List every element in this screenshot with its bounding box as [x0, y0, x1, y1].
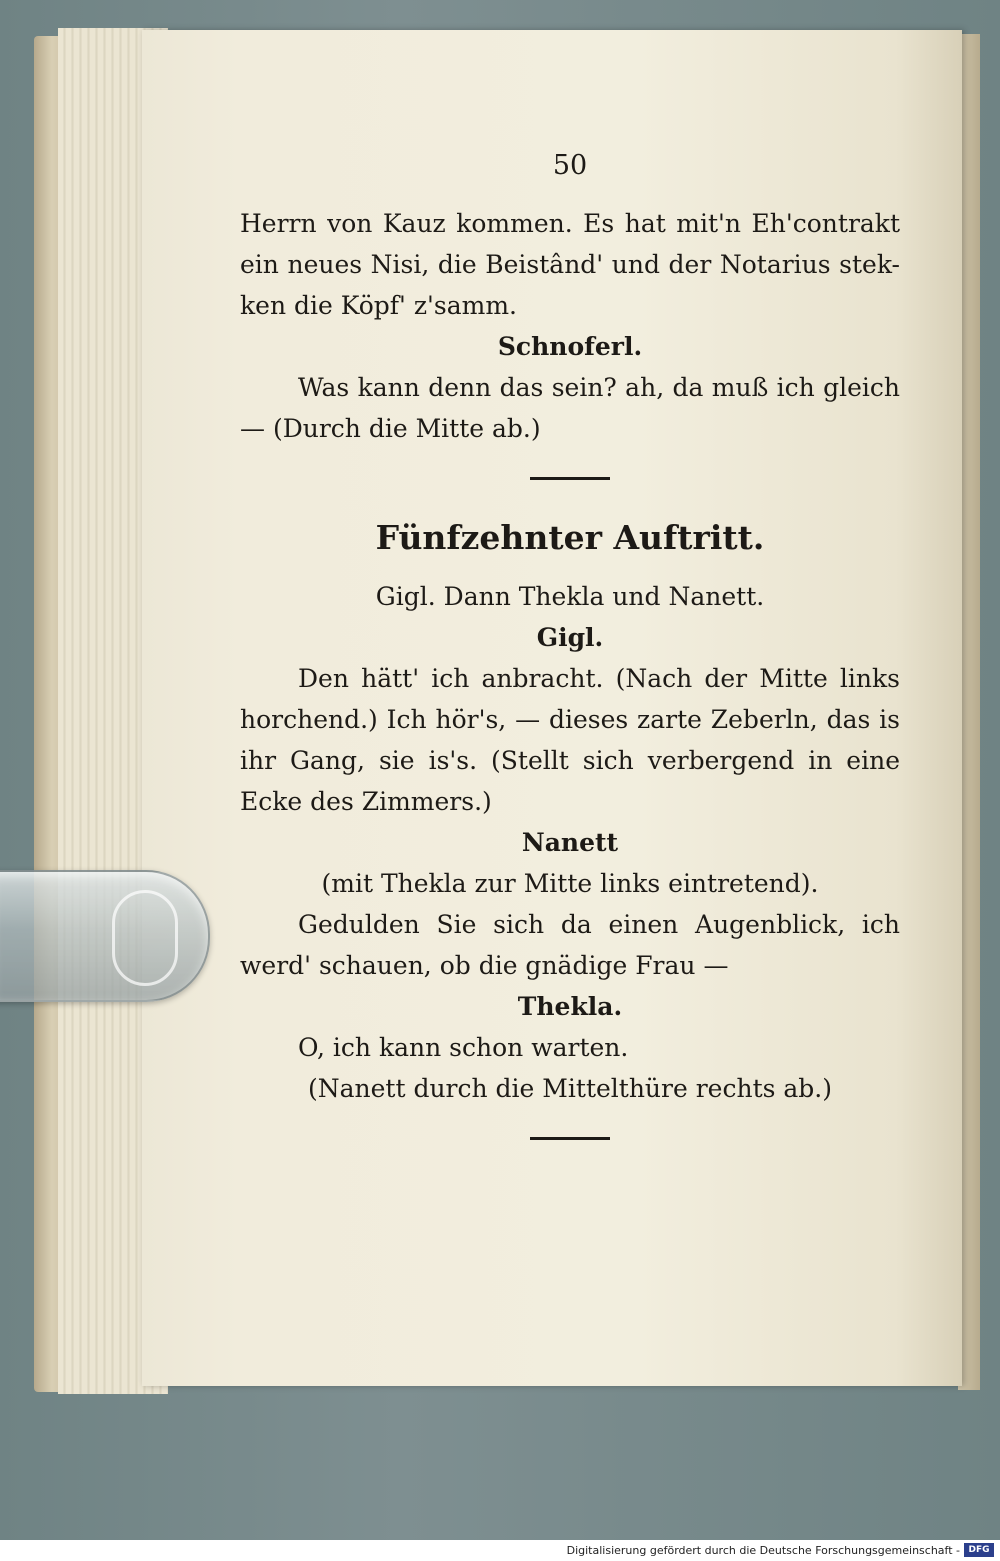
speaker-name: Gigl. — [536, 623, 604, 652]
stage-direction: (Nanett durch die Mittelthüre rechts ab.) — [307, 1074, 832, 1103]
page-holder-clip — [0, 870, 210, 1002]
page-text — [240, 150, 900, 1176]
paragraph: Herrn von Kauz kommen. Es hat mit'n Eh'contrakt ein neues Nisi, die Beistând' und der Notarius stek-ken die Köpf' z'samm. — [240, 209, 900, 320]
page-number: 50 — [552, 150, 588, 181]
scene-persons: Gigl. Dann Thekla und Nanett. — [375, 582, 765, 611]
stage-direction: (mit Thekla zur Mitte links eintretend). — [321, 869, 819, 898]
paragraph: Den hätt' ich anbracht. (Nach der Mitte links horchend.) Ich hör's, — dieses zarte Zeberln, das is ihr Gang, sie is's. (Stellt sich verbergend in eine Ecke des Zimmers.) — [240, 664, 900, 816]
section-rule — [530, 1137, 610, 1140]
section-rule — [530, 477, 610, 480]
speaker-name: Thekla. — [517, 992, 623, 1021]
paragraph: O, ich kann schon warten. — [298, 1033, 629, 1062]
paragraph: Was kann denn das sein? ah, da muß ich gleich — (Durch die Mitte ab.) — [240, 373, 900, 443]
dfg-logo: DFG — [964, 1543, 994, 1557]
footer-credit: Digitalisierung gefördert durch die Deutsche Forschungsgemeinschaft - — [566, 1544, 960, 1557]
speaker-name: Schnoferl. — [497, 332, 643, 361]
paragraph: Gedulden Sie sich da einen Augenblick, ich werd' schauen, ob die gnädige Frau — — [240, 910, 900, 980]
scene-title: Fünfzehnter Auftritt. — [375, 518, 765, 557]
speaker-name: Nanett — [521, 828, 619, 857]
